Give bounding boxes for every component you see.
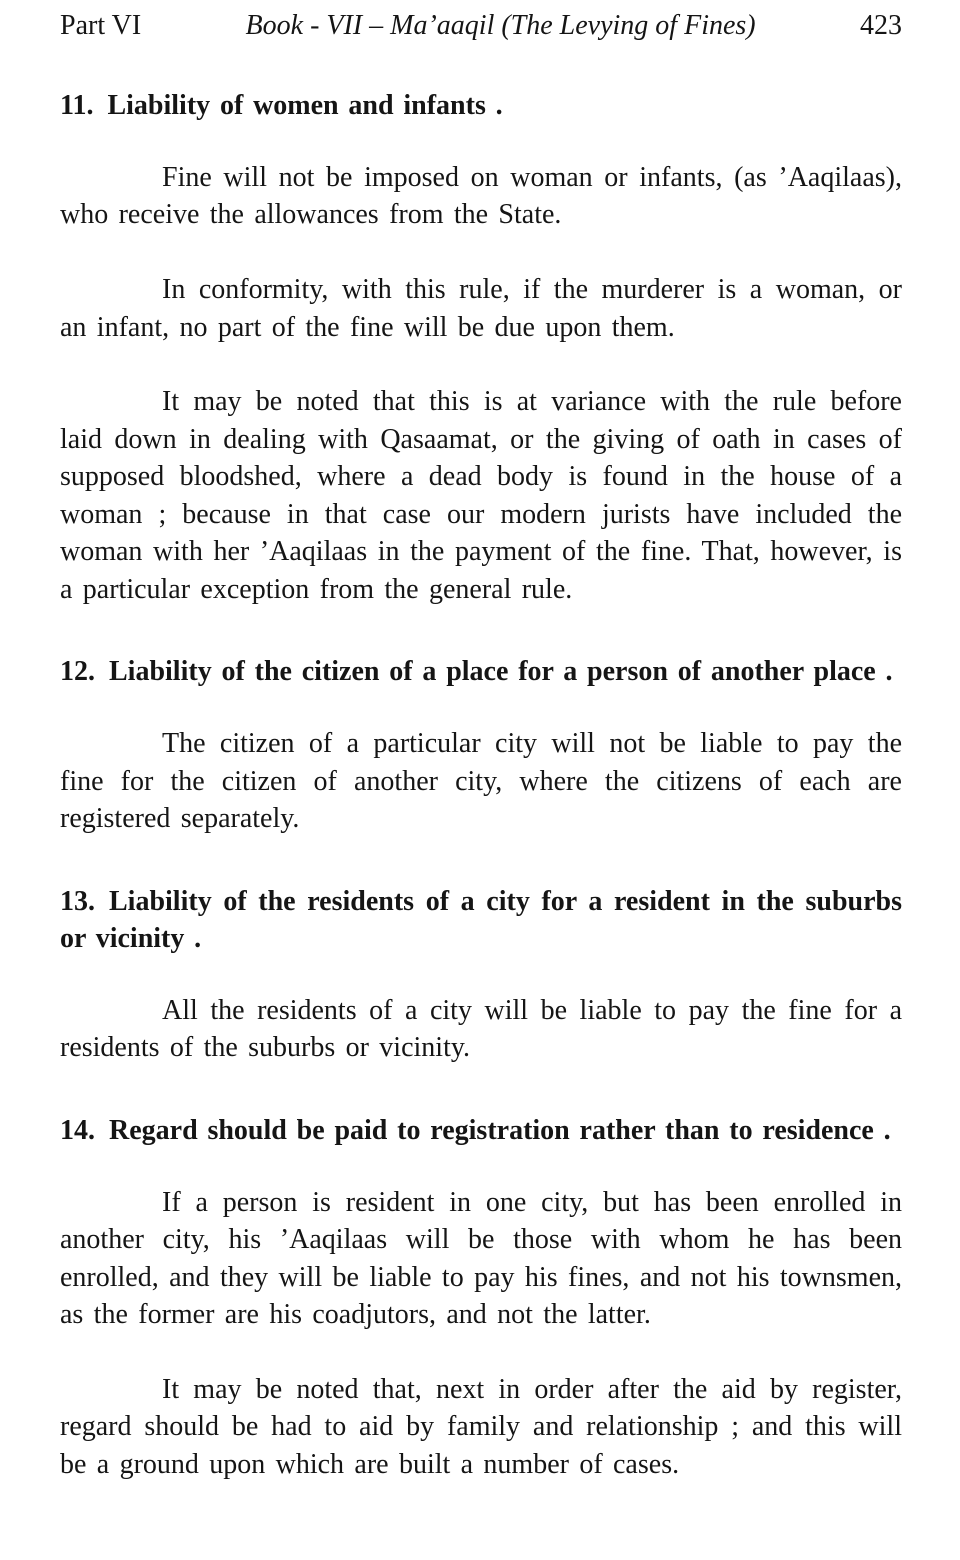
section-title: Liability of the residents of a city for a resident in the suburbs or vicinity .: [60, 885, 902, 954]
section-12: [60, 654, 902, 838]
paragraph: The citizen of a particular city will not be liable to pay the fine for the citizen of another city, where the citizens of each are registered separately.: [60, 728, 902, 835]
paragraph: If a person is resident in one city, but has been enrolled in another city, his ’Aaqilaas will be those with whom he has been enrolled, and they will be liable to pay his fines, and not his townsmen, as the former are his coadjutors, and not the latter.: [60, 1186, 902, 1331]
section-number: 12.: [60, 656, 95, 688]
section-14-heading: [60, 1113, 902, 1150]
section-number: 14.: [60, 1114, 95, 1146]
paragraph: It may be noted that, next in order after the aid by register, regard should be had to aid by family and relationship ; and this will be a ground upon which are built a number of cases.: [60, 1373, 902, 1480]
section-title: Liability of the citizen of a place for a person of another place .: [109, 656, 893, 688]
section-14: [60, 1113, 902, 1484]
paragraph: Fine will not be imposed on woman or infants, (as ’Aaqilaas), who receive the allowances from the State.: [60, 161, 902, 231]
section-title: Liability of women and infants .: [107, 90, 503, 121]
section-11-heading: [60, 88, 902, 125]
page-header: [60, 10, 902, 42]
section-12-heading: [60, 654, 902, 691]
section-11: [60, 88, 902, 608]
section-13: [60, 884, 902, 1067]
section-number: 11.: [60, 90, 94, 121]
paragraph: It may be noted that this is at variance with the rule before laid down in dealing with Qasaamat, or the giving of oath in cases of supposed bloodshed, where a dead body is found in the house of a woman ; because in that case our modern jurists have included the woman with her ’Aaqilaas in the payment of the fine. That, however, is a particular exception from the general rule.: [60, 386, 902, 605]
page-number: 423: [860, 10, 902, 41]
section-title: Regard should be paid to registration rather than to residence .: [109, 1114, 891, 1146]
section-number: 13.: [60, 885, 95, 917]
paragraph: In conformity, with this rule, if the murderer is a woman, or an infant, no part of the fine will be due upon them.: [60, 273, 902, 343]
paragraph: All the residents of a city will be liable to pay the fine for a residents of the suburbs or vicinity.: [60, 994, 902, 1064]
section-13-heading: [60, 884, 902, 958]
book-title: Book - VII – Ma’aaqil (The Levying of Fines): [245, 10, 756, 41]
part-label: Part VI: [60, 10, 142, 41]
